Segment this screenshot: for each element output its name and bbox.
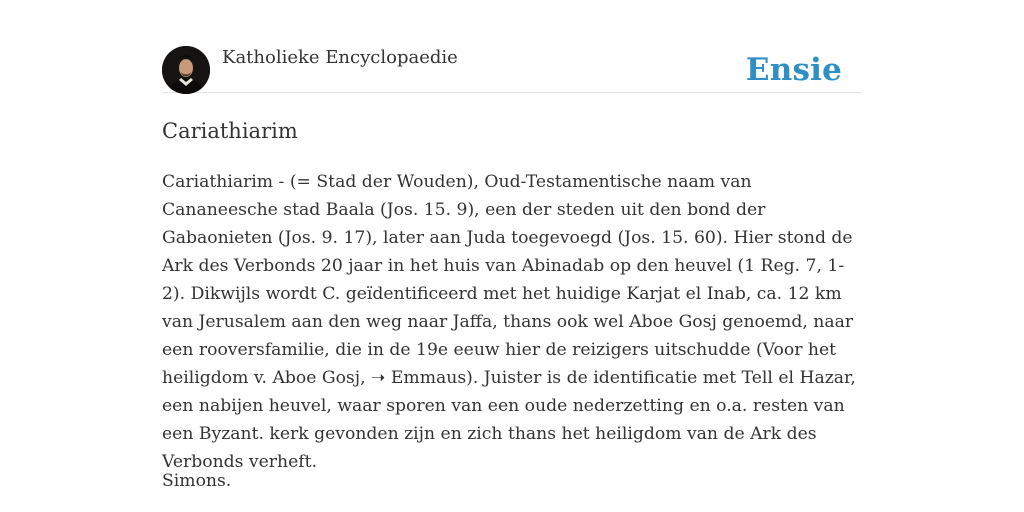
source-name[interactable]: Katholieke Encyclopaedie [222, 47, 458, 68]
page-title: Cariathiarim [162, 119, 298, 143]
page-header [162, 46, 862, 93]
brand-logo[interactable]: Ensie [745, 52, 842, 88]
article-body: Cariathiarim - (= Stad der Wouden), Oud-Testamentische naam van Cananeesche stad Baala (Jos. 15. 9), een der steden uit den bond der Gabaonieten (Jos. 9. 17), later aan Juda toegevoegd (Jos. 15. 60). Hier stond de Ark des Verbonds 20 jaar in het huis van Abinadab op den heuvel (1 Reg. 7, 1-2). Dikwijls wordt C. geïdentificeerd met het huidige Karjat el Inab, ca. 12 km van Jerusalem aan den weg naar Jaffa, thans ook wel Aboe Gosj genoemd, naar een rooversfamilie, die in de 19e eeuw hier de reizigers uitschudde (Voor het heiligdom v. Aboe Gosj, ➝ Emmaus). Juister is de identificatie met Tell el Hazar, een nabijen heuvel, waar sporen van een oude nederzetting en o.a. resten van een Byzant. kerk gevonden zijn en zich thans het heiligdom van de Ark des Verbonds verheft. [162, 172, 856, 472]
portrait-avatar-icon[interactable] [162, 46, 210, 94]
article-author: Simons. [162, 471, 232, 491]
